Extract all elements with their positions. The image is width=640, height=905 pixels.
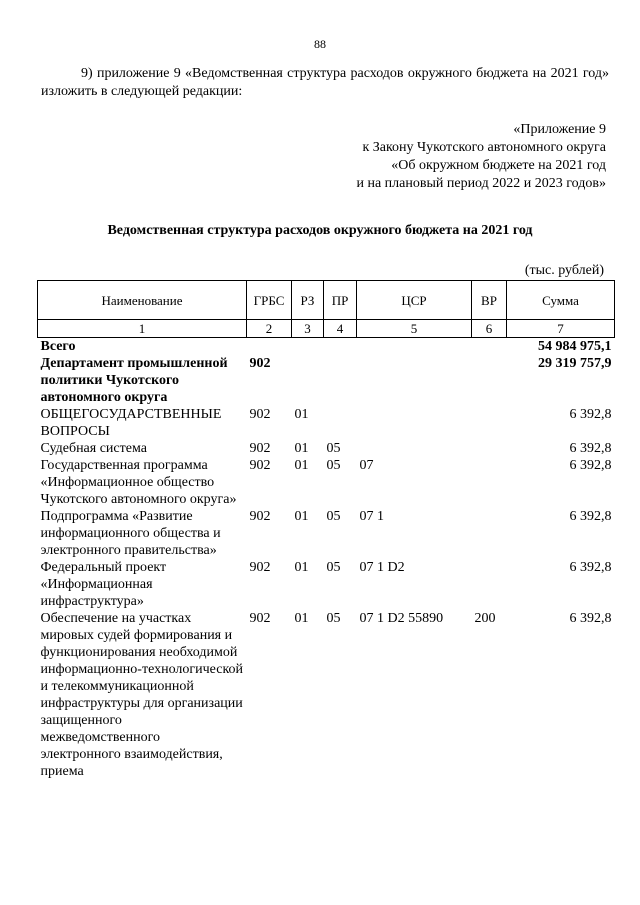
budget-table [37, 280, 615, 780]
table-row [38, 338, 615, 356]
units-label: (тыс. рублей) [524, 263, 604, 278]
table-row [38, 406, 615, 440]
row-name: Судебная система [40, 441, 147, 456]
row-grbs: 902 [249, 509, 271, 524]
row-csr: 07 1 D2 [359, 560, 405, 575]
row-csr [357, 406, 472, 440]
row-grbs: 902 [249, 611, 271, 626]
row-pr: 05 [326, 611, 341, 626]
table-row [38, 457, 615, 508]
row-vr [472, 508, 507, 559]
row-name: Государственная программа «Информационное общество Чукотского автономного округа» [40, 458, 237, 507]
column-number: 5 [357, 320, 472, 338]
row-csr [357, 355, 472, 406]
row-sum: 6 392,8 [569, 458, 612, 473]
appendix-line: «Об окружном бюджете на 2021 год [391, 158, 606, 173]
table-header-row [38, 281, 615, 320]
column-number: 3 [292, 320, 324, 338]
row-vr [472, 440, 507, 457]
appendix-line: «Приложение 9 [513, 122, 606, 137]
row-csr: 07 1 D2 55890 [359, 611, 444, 626]
row-rz: 01 [294, 441, 309, 456]
table-row [38, 440, 615, 457]
document-title: Ведомственная структура расходов окружного бюджета на 2021 год [107, 223, 533, 238]
column-number-row [38, 320, 615, 338]
row-csr: 07 [359, 458, 374, 473]
row-name: Департамент промышленной политики Чукотского автономного округа [40, 356, 228, 405]
row-name: Подпрограмма «Развитие информационного общества и электронного правительства» [40, 509, 221, 558]
intro-paragraph: 9) приложение 9 «Ведомственная структура расходов окружного бюджета на 2021 год» изложить в следующей редакции: [41, 66, 609, 99]
row-rz [292, 355, 324, 406]
row-vr [472, 406, 507, 440]
row-csr [357, 338, 472, 356]
column-header: ЦСР [357, 281, 472, 320]
row-name: ОБЩЕГОСУДАРСТВЕННЫЕ ВОПРОСЫ [40, 407, 222, 439]
column-number: 6 [472, 320, 507, 338]
row-grbs: 902 [249, 407, 271, 422]
column-header: ГРБС [247, 281, 292, 320]
column-header: Наименование [38, 281, 247, 320]
table-row [38, 508, 615, 559]
row-sum: 29 319 757,9 [538, 356, 612, 371]
row-name: Обеспечение на участках мировых судей формирования и функционирования необходимой информационно-технологической и телекоммуникационной инфраструктуры для организации защищенного межведомственного электронного взаимодействия, приема [40, 611, 244, 779]
table-row [38, 559, 615, 610]
row-pr [324, 338, 357, 356]
row-sum: 6 392,8 [569, 560, 612, 575]
row-rz: 01 [294, 560, 309, 575]
row-pr: 05 [326, 509, 341, 524]
row-sum: 6 392,8 [569, 441, 612, 456]
row-sum: 54 984 975,1 [538, 339, 612, 354]
row-grbs [247, 338, 292, 356]
row-grbs: 902 [249, 356, 271, 371]
row-pr: 05 [326, 560, 341, 575]
column-number: 4 [324, 320, 357, 338]
row-pr [324, 406, 357, 440]
column-header: Сумма [507, 281, 615, 320]
row-rz: 01 [294, 611, 309, 626]
row-pr: 05 [326, 458, 341, 473]
row-name: Федеральный проект «Информационная инфраструктура» [40, 560, 167, 609]
row-grbs: 902 [249, 441, 271, 456]
row-sum: 6 392,8 [569, 509, 612, 524]
appendix-line: и на плановый период 2022 и 2023 годов» [356, 176, 606, 191]
row-rz: 01 [294, 458, 309, 473]
row-csr: 07 1 [359, 509, 384, 524]
row-sum: 6 392,8 [569, 407, 612, 422]
table-row [38, 355, 615, 406]
column-header: РЗ [292, 281, 324, 320]
column-header: ПР [324, 281, 357, 320]
row-grbs: 902 [249, 458, 271, 473]
row-vr [472, 338, 507, 356]
row-rz [292, 338, 324, 356]
row-name: Всего [40, 339, 76, 354]
column-header: ВР [472, 281, 507, 320]
row-pr: 05 [326, 441, 341, 456]
column-number: 2 [247, 320, 292, 338]
page-number: 88 [314, 37, 326, 51]
appendix-line: к Закону Чукотского автономного округа [362, 140, 606, 155]
appendix-header [356, 121, 606, 193]
table-row [38, 610, 615, 780]
row-rz: 01 [294, 509, 309, 524]
row-csr [357, 440, 472, 457]
column-number: 7 [507, 320, 615, 338]
row-pr [324, 355, 357, 406]
row-vr: 200 [474, 611, 496, 626]
row-rz: 01 [294, 407, 309, 422]
row-sum: 6 392,8 [569, 611, 612, 626]
row-vr [472, 457, 507, 508]
row-vr [472, 355, 507, 406]
row-grbs: 902 [249, 560, 271, 575]
row-vr [472, 559, 507, 610]
column-number: 1 [38, 320, 247, 338]
